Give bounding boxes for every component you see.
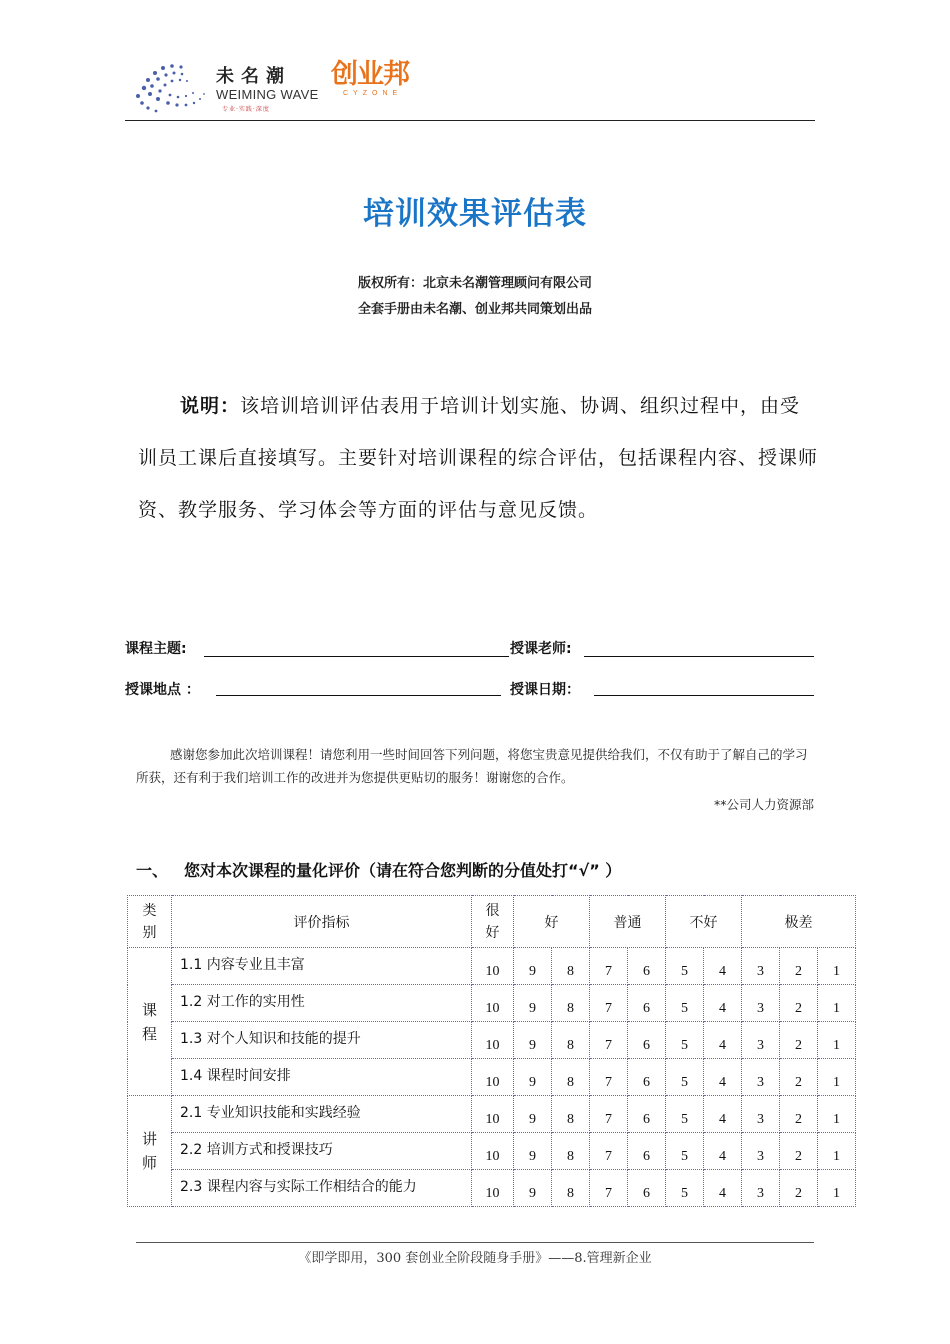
score-option[interactable]: 6	[628, 1133, 666, 1170]
score-option[interactable]: 2	[780, 1022, 818, 1059]
score-option[interactable]: 2	[780, 1059, 818, 1096]
instruction-note	[138, 380, 818, 536]
score-option[interactable]: 9	[514, 1133, 552, 1170]
table-row	[128, 1059, 856, 1096]
date-label: 授课日期：	[510, 682, 580, 698]
score-option[interactable]: 4	[704, 1133, 742, 1170]
table-row	[128, 985, 856, 1022]
score-option[interactable]: 6	[628, 985, 666, 1022]
score-option[interactable]: 10	[472, 1170, 514, 1207]
signature: **公司人力资源部	[713, 797, 814, 812]
indicator-cell: 1.3 对个人知识和技能的提升	[172, 1022, 472, 1059]
score-option[interactable]: 4	[704, 1170, 742, 1207]
table-row	[128, 1133, 856, 1170]
score-option[interactable]: 3	[742, 1133, 780, 1170]
score-option[interactable]: 3	[742, 948, 780, 985]
score-option[interactable]: 1	[818, 985, 856, 1022]
score-option[interactable]: 8	[552, 1059, 590, 1096]
indicator-cell: 2.3 课程内容与实际工作相结合的能力	[172, 1170, 472, 1207]
table-row	[128, 1096, 856, 1133]
score-option[interactable]: 1	[818, 1096, 856, 1133]
score-option[interactable]: 9	[514, 1096, 552, 1133]
footer-divider	[136, 1242, 814, 1243]
header-category: 类 别	[128, 896, 172, 948]
score-option[interactable]: 9	[514, 1022, 552, 1059]
score-option[interactable]: 7	[590, 1170, 628, 1207]
logo2-english-name: CYZONE	[343, 90, 403, 97]
score-option[interactable]: 10	[472, 985, 514, 1022]
header-terrible: 极差	[742, 896, 856, 948]
score-option[interactable]: 4	[704, 948, 742, 985]
score-option[interactable]: 5	[666, 1133, 704, 1170]
score-option[interactable]: 4	[704, 985, 742, 1022]
score-option[interactable]: 3	[742, 985, 780, 1022]
score-option[interactable]: 1	[818, 1022, 856, 1059]
score-option[interactable]: 10	[472, 948, 514, 985]
score-option[interactable]: 8	[552, 1022, 590, 1059]
score-option[interactable]: 4	[704, 1096, 742, 1133]
score-option[interactable]: 6	[628, 1096, 666, 1133]
header-excellent: 很 好	[472, 896, 514, 948]
teacher-label: 授课老师:	[510, 641, 572, 657]
score-option[interactable]: 9	[514, 948, 552, 985]
copyright-line2: 全套手册由未名潮、创业邦共同策划出品	[357, 302, 592, 317]
score-option[interactable]: 10	[472, 1096, 514, 1133]
score-option[interactable]: 6	[628, 1022, 666, 1059]
section-1-title: 您对本次课程的量化评价（请在符合您判断的分值处打“√” ）	[184, 861, 622, 880]
logo1-tagline: 专业·实践·深度	[222, 106, 270, 113]
score-option[interactable]: 8	[552, 1170, 590, 1207]
score-option[interactable]: 5	[666, 948, 704, 985]
score-option[interactable]: 5	[666, 1059, 704, 1096]
evaluation-table	[127, 895, 856, 1207]
header-divider	[125, 120, 815, 121]
location-label: 授课地点 ：	[125, 682, 200, 698]
indicator-cell: 2.2 培训方式和授课技巧	[172, 1133, 472, 1170]
thanks-paragraph: 感谢您参加此次培训课程！请您利用一些时间回答下列问题，将您宝贵意见提供给我们，不仅有助于了解自己的学习所获，还有利于我们培训工作的改进并为您提供更贴切的服务！谢谢您的合作。	[136, 747, 808, 785]
score-option[interactable]: 7	[590, 1022, 628, 1059]
score-option[interactable]: 1	[818, 1133, 856, 1170]
score-option[interactable]: 4	[704, 1022, 742, 1059]
cyzone-logo	[331, 60, 421, 110]
score-option[interactable]: 2	[780, 1133, 818, 1170]
score-option[interactable]: 4	[704, 1059, 742, 1096]
indicator-cell: 1.4 课程时间安排	[172, 1059, 472, 1096]
category-cell: 课 程	[128, 948, 172, 1096]
indicator-cell: 1.2 对工作的实用性	[172, 985, 472, 1022]
score-option[interactable]: 5	[666, 1022, 704, 1059]
header-average: 普通	[590, 896, 666, 948]
table-row	[128, 948, 856, 985]
page-footer: 《即学即用，300 套创业全阶段随身手册》——8.管理新企业	[298, 1251, 652, 1266]
table-row	[128, 1022, 856, 1059]
note-label: 说明：	[180, 395, 241, 417]
score-option[interactable]: 8	[552, 1133, 590, 1170]
score-option[interactable]: 2	[780, 1170, 818, 1207]
date-input[interactable]	[594, 695, 814, 696]
score-option[interactable]: 8	[552, 1096, 590, 1133]
section-1-number: 一、	[136, 861, 169, 880]
score-option[interactable]: 7	[590, 1096, 628, 1133]
score-option[interactable]: 6	[628, 1059, 666, 1096]
table-header-row	[128, 896, 856, 948]
indicator-cell: 2.1 专业知识技能和实践经验	[172, 1096, 472, 1133]
note-text: 该培训培训评估表用于培训计划实施、协调、组织过程中，由受训员工课后直接填写。主要针对培训课程的综合评估，包括课程内容、授课师资、教学服务、学习体会等方面的评估与意见反馈。	[138, 395, 819, 521]
course-topic-label: 课程主题:	[125, 641, 187, 657]
score-option[interactable]: 2	[780, 985, 818, 1022]
score-option[interactable]: 5	[666, 1096, 704, 1133]
page-title: 培训效果评估表	[363, 196, 587, 232]
score-option[interactable]: 3	[742, 1096, 780, 1133]
table-row	[128, 1170, 856, 1207]
score-option[interactable]: 9	[514, 985, 552, 1022]
copyright-line1: 版权所有：北京未名潮管理顾问有限公司	[357, 276, 592, 291]
score-option[interactable]: 7	[590, 948, 628, 985]
score-option[interactable]: 10	[472, 1133, 514, 1170]
score-option[interactable]: 1	[818, 1059, 856, 1096]
score-option[interactable]: 6	[628, 1170, 666, 1207]
header-good: 好	[514, 896, 590, 948]
header-poor: 不好	[666, 896, 742, 948]
score-option[interactable]: 5	[666, 985, 704, 1022]
score-option[interactable]: 8	[552, 985, 590, 1022]
score-option[interactable]: 3	[742, 1022, 780, 1059]
score-option[interactable]: 7	[590, 1133, 628, 1170]
logo1-english-name: WEIMING WAVE	[216, 87, 319, 102]
teacher-input[interactable]	[584, 656, 814, 657]
score-option[interactable]: 3	[742, 1170, 780, 1207]
indicator-cell: 1.1 内容专业且丰富	[172, 948, 472, 985]
location-input[interactable]	[216, 695, 501, 696]
score-option[interactable]: 10	[472, 1022, 514, 1059]
score-option[interactable]: 6	[628, 948, 666, 985]
score-option[interactable]: 7	[590, 985, 628, 1022]
score-option[interactable]: 2	[780, 1096, 818, 1133]
section-1-heading	[136, 858, 621, 881]
score-option[interactable]: 10	[472, 1059, 514, 1096]
wave-logo-icon	[130, 58, 210, 114]
score-option[interactable]: 5	[666, 1170, 704, 1207]
logo2-chinese-name: 创业邦	[331, 59, 409, 90]
category-cell: 讲 师	[128, 1096, 172, 1207]
header-indicator: 评价指标	[172, 896, 472, 948]
logo1-chinese-name: 未名潮	[216, 66, 291, 87]
score-option[interactable]: 9	[514, 1059, 552, 1096]
score-option[interactable]: 9	[514, 1170, 552, 1207]
score-option[interactable]: 1	[818, 948, 856, 985]
score-option[interactable]: 7	[590, 1059, 628, 1096]
course-topic-input[interactable]	[204, 656, 509, 657]
score-option[interactable]: 3	[742, 1059, 780, 1096]
score-option[interactable]: 8	[552, 948, 590, 985]
weiming-wave-logo	[130, 58, 320, 116]
score-option[interactable]: 2	[780, 948, 818, 985]
score-option[interactable]: 1	[818, 1170, 856, 1207]
